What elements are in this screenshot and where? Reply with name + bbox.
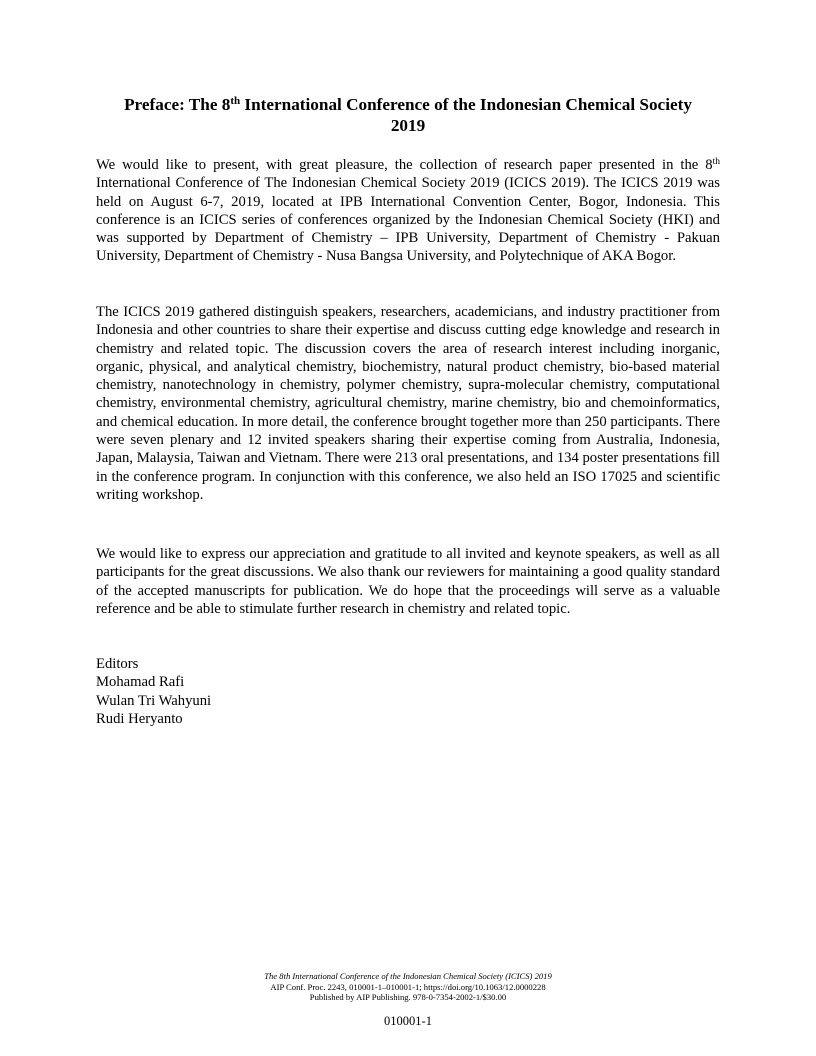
paragraph-intro — [96, 156, 720, 266]
paragraph-overview: The ICICS 2019 gathered distinguish speakers, researchers, academicians, and industry practitioner from Indonesia and other countries to share their expertise and discuss cutting edge knowledge and research in chemistry and related topic. The discussion covers the area of research interest including inorganic, organic, physical, and analytical chemistry, biochemistry, natural product chemistry, bio-based material chemistry, nanotechnology in chemistry, polymer chemistry, supra-molecular chemistry, computational chemistry, environmental chemistry, agricultural chemistry, marine chemistry, bio and chemoinformatics, and chemical education. In more detail, the conference brought together more than 250 participants. There were seven plenary and 12 invited speakers sharing their expertise coming from Australia, Indonesia, Japan, Malaysia, Taiwan and Vietnam. There were 213 oral presentations, and 134 poster presentations fill in the conference program. In conjunction with this conference, we also held an ISO 17025 and scientific writing workshop. — [96, 304, 720, 503]
title-prefix: Preface: The 8 — [124, 95, 231, 114]
editor-name: Mohamad Rafi — [96, 674, 185, 691]
editor-name: Wulan Tri Wahyuni — [96, 692, 212, 709]
footer-citation: AIP Conf. Proc. 2243, 010001-1–010001-1; https://doi.org/10.1063/12.0000228 — [270, 981, 546, 992]
editors-block — [96, 655, 496, 728]
paragraph-intro-superscript: th — [712, 157, 720, 167]
page-title — [96, 94, 720, 136]
title-year: 2019 — [390, 116, 426, 135]
paragraph-acknowledgement: We would like to express our appreciation and gratitude to all invited and keynote speakers, as well as all participants for the great discussions. We also thank our reviewers for maintaining a good quality standard of the accepted manuscripts for publication. We do hope that the proceedings will serve as a valuable reference and be able to stimulate further research in chemistry and related topic. — [96, 546, 720, 617]
title-main: International Conference of the Indonesian Chemical Society — [240, 95, 692, 114]
title-superscript: th — [230, 95, 241, 107]
editor-name: Rudi Heryanto — [96, 710, 183, 727]
footer-publisher: Published by AIP Publishing. 978-0-7354-2002-1/$30.00 — [309, 992, 507, 1003]
paragraph-intro-rest: International Conference of The Indonesian Chemical Society 2019 (ICICS 2019). The ICICS 2019 was held on August 6-7, 2019, located at IPB International Convention Center, Bogor, Indonesia. This conference is an ICICS series of conferences organized by the Indonesian Chemical Society (HKI) and was supported by Department of Chemistry – IPB University, Department of Chemistry - Pakuan University, Department of Chemistry - Nusa Bangsa University, and Polytechnique of AKA Bogor. — [96, 175, 720, 265]
page-number: 010001-1 — [384, 1014, 432, 1028]
paragraph-intro-start: We would like to present, with great pleasure, the collection of research paper presented in the 8 — [96, 157, 713, 173]
footer — [96, 971, 720, 1003]
editors-heading: Editors — [96, 656, 139, 672]
footer-conference: The 8th International Conference of the Indonesian Chemical Society (ICICS) 2019 — [264, 971, 552, 981]
